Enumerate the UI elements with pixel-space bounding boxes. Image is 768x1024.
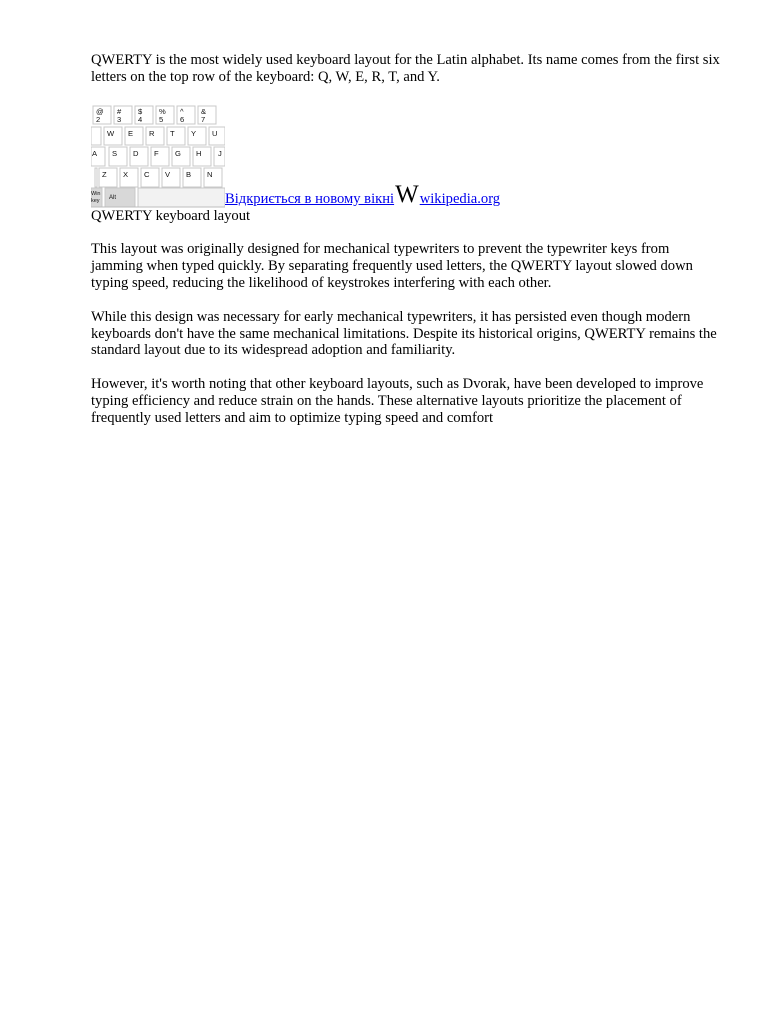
- key-label: ^: [180, 106, 184, 116]
- key-label: 4: [138, 114, 143, 124]
- key-label: R: [149, 128, 155, 138]
- key-label: A: [92, 148, 98, 158]
- key-label: C: [144, 169, 150, 179]
- key-label: H: [196, 148, 202, 158]
- image-caption: QWERTY keyboard layout: [91, 207, 251, 224]
- key-label: G: [175, 148, 181, 158]
- open-in-new-window-link[interactable]: Відкриється в новому вікні: [225, 190, 395, 207]
- body-paragraph: This layout was originally designed for mechanical typewriters to prevent the typewriter keys from jamming when typed quickly. By separating frequently used letters, the QWERTY layout slowed down typing speed, reducing the likelihood of keystrokes interfering with each other.: [91, 241, 693, 291]
- key-label: D: [133, 148, 139, 158]
- key-label: %: [159, 106, 166, 116]
- key-label: N: [207, 169, 213, 179]
- wikipedia-source-link[interactable]: wikipedia.org: [419, 190, 501, 207]
- key-label: X: [123, 169, 129, 179]
- key-label: key: [91, 197, 100, 204]
- key-label: E: [128, 128, 134, 138]
- key-label: V: [165, 169, 171, 179]
- key-label: Z: [102, 169, 107, 179]
- key-label: 2: [96, 114, 101, 124]
- key-label: 6: [180, 114, 185, 124]
- key-label: Win: [91, 190, 101, 197]
- intro-paragraph: QWERTY is the most widely used keyboard layout for the Latin alphabet. Its name comes from the first six letters on the top row of the keyboard: Q, W, E, R, T, and Y.: [91, 52, 720, 85]
- key-label: #: [117, 106, 122, 116]
- image-row: [91, 103, 721, 208]
- key-label: T: [170, 128, 175, 138]
- key-label: F: [154, 148, 159, 158]
- key-label: 7: [201, 114, 206, 124]
- key-label: Y: [191, 128, 197, 138]
- key-label: W: [107, 128, 115, 138]
- body-paragraph: However, it's worth noting that other keyboard layouts, such as Dvorak, have been developed to improve typing efficiency and reduce strain on the hands. These alternative layouts prioritize the placement of frequently used letters and aim to optimize typing speed and comfort: [91, 376, 704, 426]
- key-label: S: [112, 148, 118, 158]
- key-label: Alt: [109, 194, 117, 201]
- wikipedia-logo-icon: W: [395, 180, 419, 208]
- key-label: &: [201, 106, 207, 116]
- key-label: J: [218, 148, 222, 158]
- key-label: B: [186, 169, 192, 179]
- body-paragraph: While this design was necessary for early mechanical typewriters, it has persisted even though modern keyboards don't have the same mechanical limitations. Despite its historical origins, QWERTY remains the standard layout due to its widespread adoption and familiarity.: [91, 308, 717, 359]
- keyboard-layout-image: [91, 105, 225, 208]
- key-label: 5: [159, 114, 164, 124]
- key-label: 3: [117, 114, 122, 124]
- key-label: $: [138, 106, 143, 116]
- key-label: @: [96, 106, 104, 116]
- key-label: U: [212, 128, 218, 138]
- document-body: [91, 52, 721, 444]
